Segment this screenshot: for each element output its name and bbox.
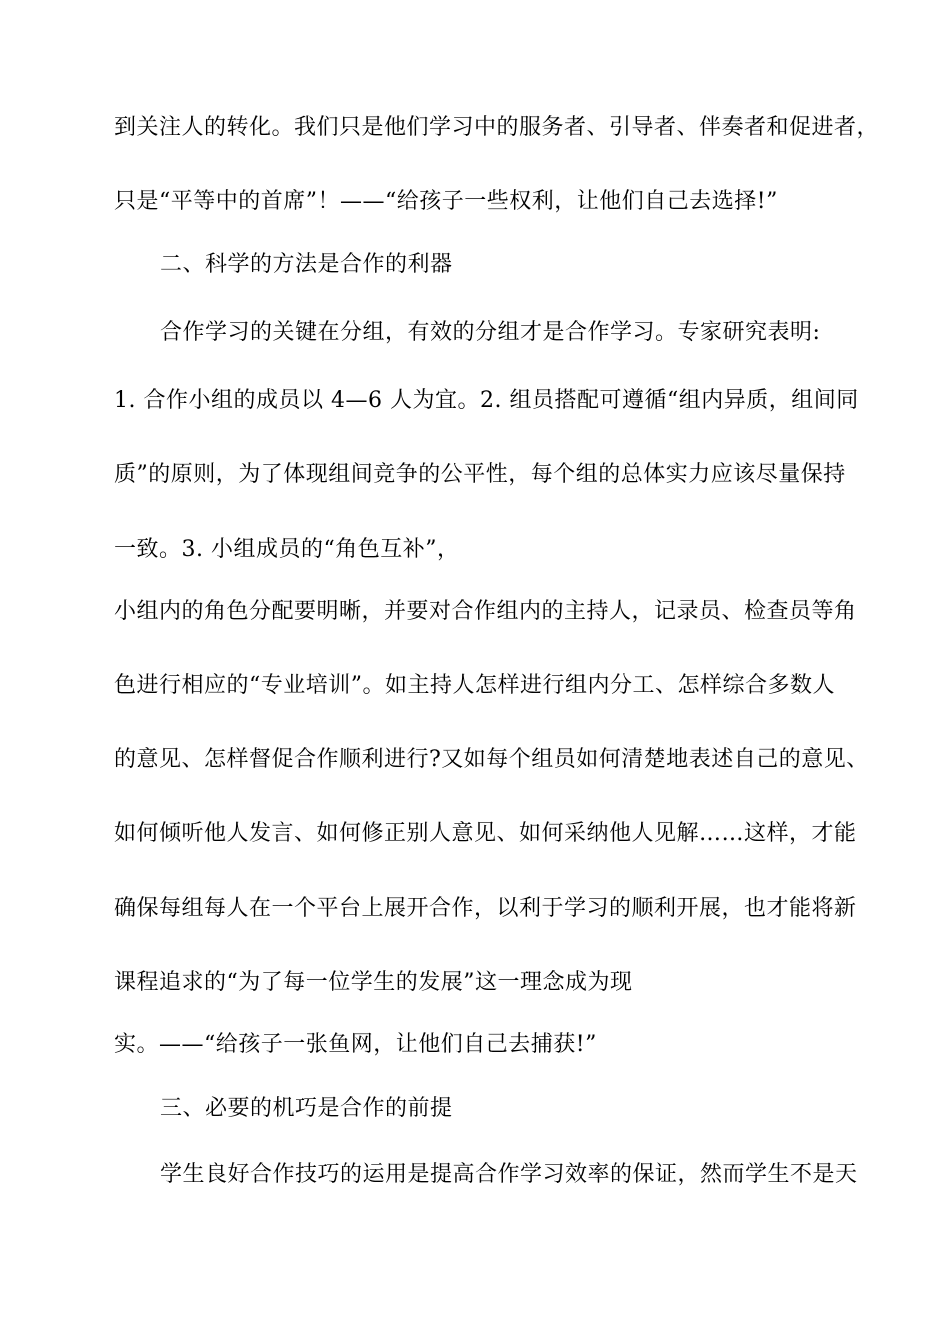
- paragraph-line-13: 课程追求的“为了每一位学生的发展”这一理念成为现: [114, 970, 633, 995]
- paragraph-line-2: 只是“平等中的首席”！——“给孩子一些权利，让他们自己去选择!”: [114, 189, 778, 214]
- section-heading-3: 三、必要的机巧是合作的前提: [160, 1096, 453, 1121]
- paragraph-line-8: 小组内的角色分配要明晰，并要对合作组内的主持人，记录员、检查员等角: [114, 599, 857, 624]
- paragraph-line-9: 色进行相应的“专业培训”。如主持人怎样进行组内分工、怎样综合多数人: [114, 673, 835, 698]
- section-heading-2: 二、科学的方法是合作的利器: [160, 252, 453, 277]
- paragraph-line-11: 如何倾听他人发言、如何修正别人意见、如何采纳他人见解……这样，才能: [114, 821, 857, 846]
- paragraph-line-7: 一致。3. 小组成员的“角色互补”，: [114, 537, 460, 562]
- paragraph-line-1: 到关注人的转化。我们只是他们学习中的服务者、引导者、伴奏者和促进者，: [114, 115, 880, 140]
- paragraph-line-12: 确保每组每人在一个平台上展开合作，以利于学习的顺利开展，也才能将新: [114, 896, 857, 921]
- paragraph-line-16: 学生良好合作技巧的运用是提高合作学习效率的保证，然而学生不是天: [160, 1162, 858, 1187]
- paragraph-line-6: 质”的原则，为了体现组间竞争的公平性，每个组的总体实力应该尽量保持: [114, 462, 846, 487]
- paragraph-line-4: 合作学习的关键在分组，有效的分组才是合作学习。专家研究表明:: [160, 320, 821, 345]
- paragraph-line-5: 1. 合作小组的成员以 4—6 人为宜。2. 组员搭配可遵循“组内异质，组间同: [114, 388, 859, 413]
- paragraph-line-14: 实。——“给孩子一张鱼网，让他们自己去捕获!”: [114, 1032, 597, 1057]
- paragraph-line-10: 的意见、怎样督促合作顺利进行?又如每个组员如何清楚地表述自己的意见、: [114, 747, 869, 772]
